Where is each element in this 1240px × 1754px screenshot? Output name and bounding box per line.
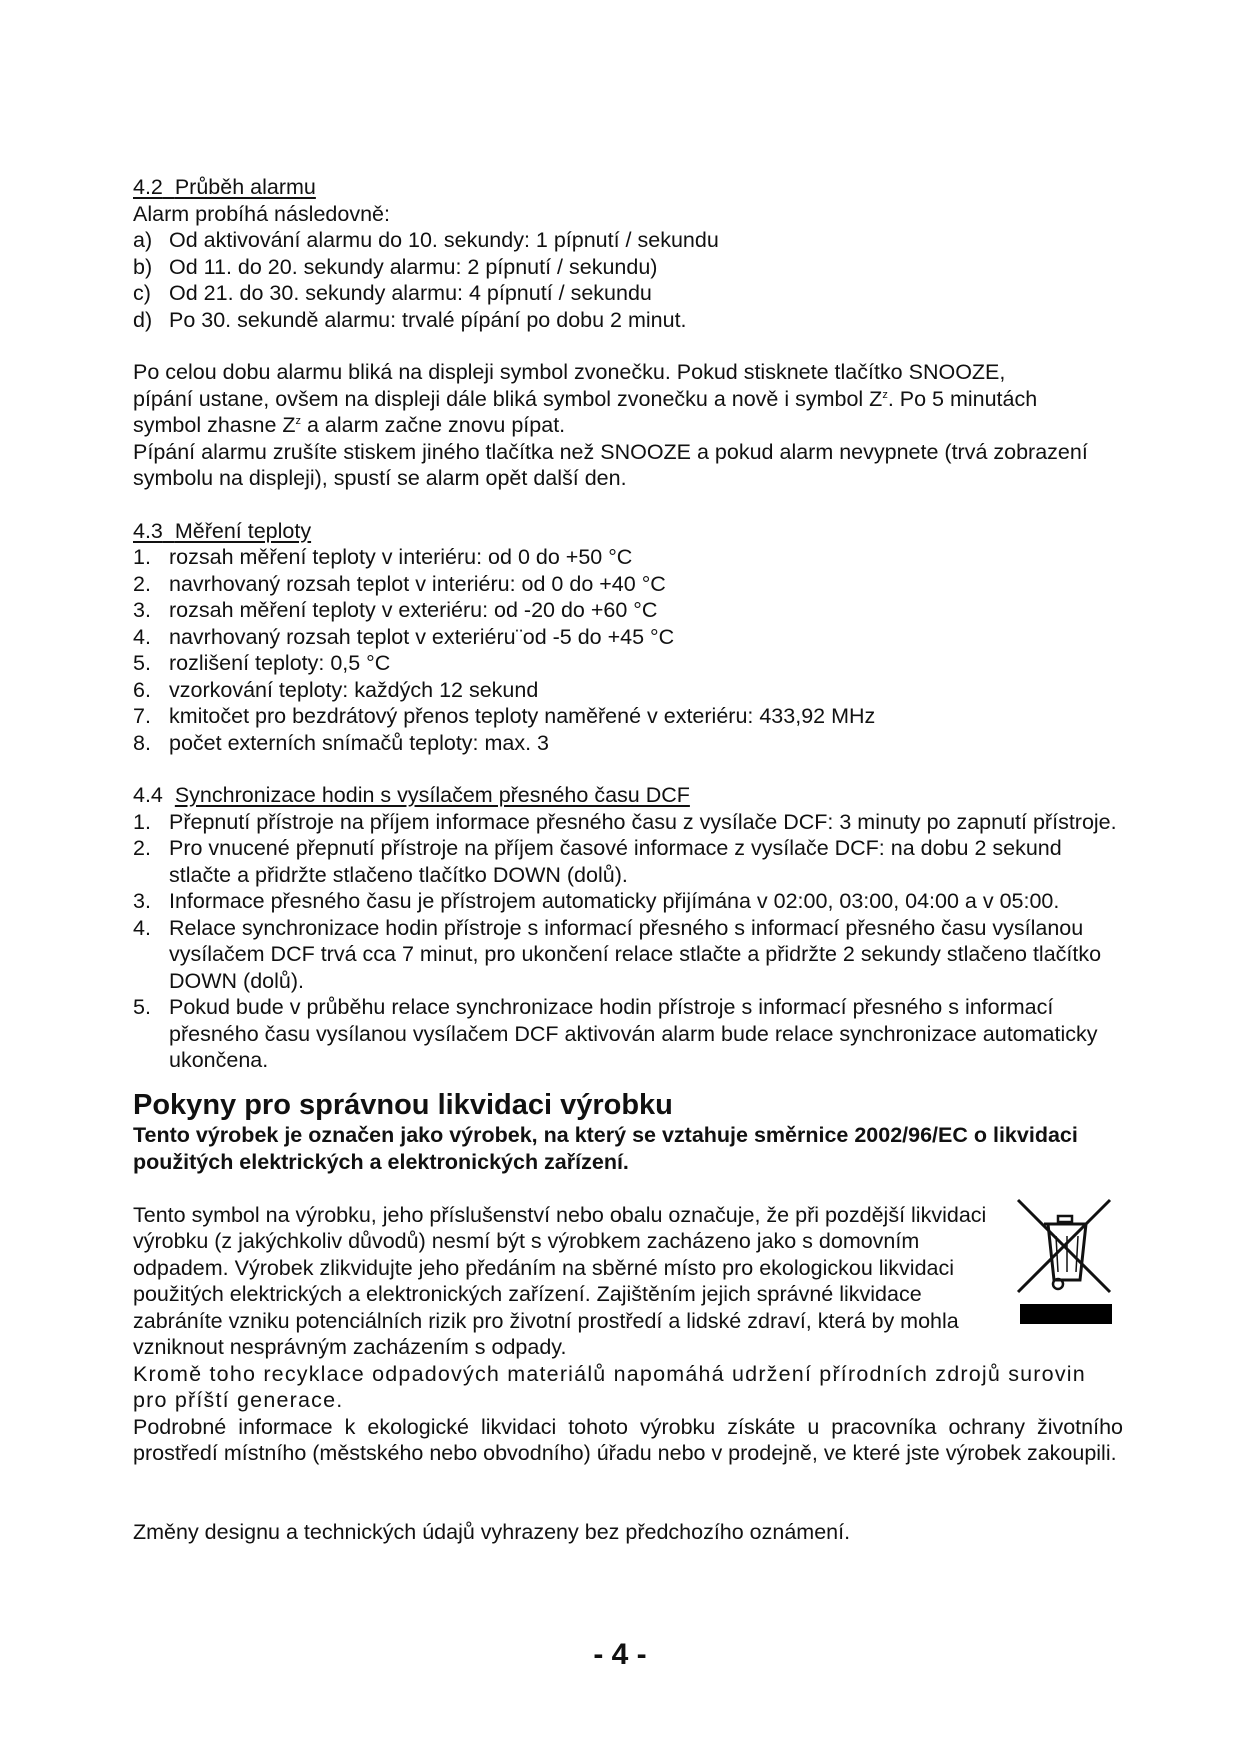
section-title: Synchronizace hodin s vysílačem přesného času DCF [174, 783, 690, 807]
section-number: 4.3 [133, 518, 163, 543]
alarm-intro: Alarm probíhá následovně: [133, 201, 390, 226]
list-item: 2. navrhovaný rozsah teplot v interiéru: od 0 do +40 °C [133, 571, 666, 596]
crossed-out-wheelie-bin-icon [1014, 1194, 1118, 1326]
alarm-paragraph-2: Pípání alarmu zrušíte stiskem jiného tlačítka než SNOOZE a pokud alarm nevypnete (trvá zobrazení symbolu na displeji), spustí se alarm opět další den. [133, 439, 1088, 490]
manual-page [133, 174, 1123, 1545]
list-item: 6. vzorkování teploty: každých 12 sekund [133, 677, 539, 702]
list-item: 2. Pro vnucené přepnutí přístroje na příjem časové informace z vysílače DCF: na dobu 2 sekund stlačte a přidržte stlačeno tlačítko DOWN (dolů). [133, 836, 1062, 887]
page-number: - 4 - [593, 1638, 647, 1671]
dcf-sync-list [133, 809, 1123, 1074]
disposal-section [133, 1202, 1123, 1467]
temperature-spec-list [133, 544, 1123, 756]
list-item: 4. Relace synchronizace hodin přístroje s informací přesného s informací přesného času vysílanou vysílačem DCF trvá cca 7 minut, pro ukončení relace stlačte a přidržte 2 sekundy stlačeno tlačítko DOWN (dolů). [133, 915, 1102, 993]
list-item: 1. Přepnutí přístroje na příjem informace přesného času z vysílače DCF: 3 minuty po zapnutí přístroje. [133, 809, 1117, 834]
list-item: b) Od 11. do 20. sekundy alarmu: 2 pípnutí / sekundu) [133, 254, 658, 279]
list-item: 5. Pokud bude v průběhu relace synchronizace hodin přístroje s informací přesného s informací přesného času vysílanou vysílačem DCF aktivován alarm bude relace synchronizace automaticky ukončena. [133, 995, 1098, 1072]
section-4-4-heading [133, 782, 1123, 809]
list-item: 3. Informace přesného času je přístrojem automaticky přijímána v 02:00, 03:00, 04:00 a v 05:00. [133, 889, 1060, 913]
section-number: 4.2 [133, 175, 163, 199]
disposal-paragraph-2: Kromě toho recyklace odpadových materiálů napomáhá udržení přírodních zdrojů surovin pro příští generace. [133, 1361, 1086, 1412]
section-4-3-heading [133, 518, 1123, 545]
section-title: Průběh alarmu [174, 175, 316, 199]
disposal-paragraph-3: Podrobné informace k ekologické likvidaci tohoto výrobku získáte u pracovníka ochrany životního prostředí místního (městského nebo obvodního) úřadu nebo v prodejně, ve které jste výrobek zakoupili. [133, 1414, 1123, 1465]
disposal-title: Pokyny pro správnou likvidaci výrobku [133, 1088, 673, 1121]
list-item: 7. kmitočet pro bezdrátový přenos teploty naměřené v exteriéru: 433,92 MHz [133, 704, 876, 728]
alarm-paragraph-1: Po celou dobu alarmu bliká na displeji symbol zvonečku. Pokud stisknete tlačítko SNOOZE, pípání ustane, ovšem na displeji dále bliká symbol zvonečku a nově i symbol $Z^z$. Po 5 minutách symbol zhasne $Z^z$ a alarm začne znovu pípat. [133, 360, 1038, 437]
section-title: Měření teploty [174, 518, 312, 543]
list-item: a) Od aktivování alarmu do 10. sekundy: 1 pípnutí / sekundu [133, 228, 719, 252]
list-item: 1. rozsah měření teploty v interiéru: od 0 do +50 °C [133, 545, 633, 569]
section-4-2-heading [133, 174, 1123, 201]
disposal-subtitle: Tento výrobek je označen jako výrobek, na který se vztahuje směrnice 2002/96/EC o likvidaci použitých elektrických a elektronických zařízení. [133, 1122, 1078, 1174]
list-item: 8. počet externích snímačů teploty: max. 3 [133, 730, 550, 755]
list-item: c) Od 21. do 30. sekundy alarmu: 4 pípnutí / sekundu [133, 281, 652, 305]
section-number: 4.4 [133, 783, 163, 807]
list-item: d) Po 30. sekundě alarmu: trvalé pípání po dobu 2 minut. [133, 307, 687, 332]
list-item: 4. navrhovaný rozsah teplot v exteriéru¨od -5 do +45 °C [133, 624, 675, 649]
list-item: 3. rozsah měření teploty v exteriéru: od -20 do +60 °C [133, 598, 658, 622]
footer-note: Změny designu a technických údajů vyhrazeny bez předchozího oznámení. [133, 1519, 851, 1544]
disposal-paragraph-1: Tento symbol na výrobku, jeho příslušenství nebo obalu označuje, že při pozdější likvidaci výrobku (z jakýchkoliv důvodů) nesmí být s výrobkem zacházeno jako s domovním odpadem. Výrobek zlikvidujte jeho předáním na sběrné místo pro ekologickou likvidaci použitých elektrických a elektronických zařízení. Zajištěním jejich správné likvidace zabráníte vzniku potenciálních rizik pro životní prostředí a lidské zdraví, která by mohla vzniknout nesprávným zacházením s odpady. [133, 1202, 987, 1359]
list-item: 5. rozlišení teploty: 0,5 °C [133, 651, 391, 675]
alarm-sequence-list [133, 227, 1123, 333]
